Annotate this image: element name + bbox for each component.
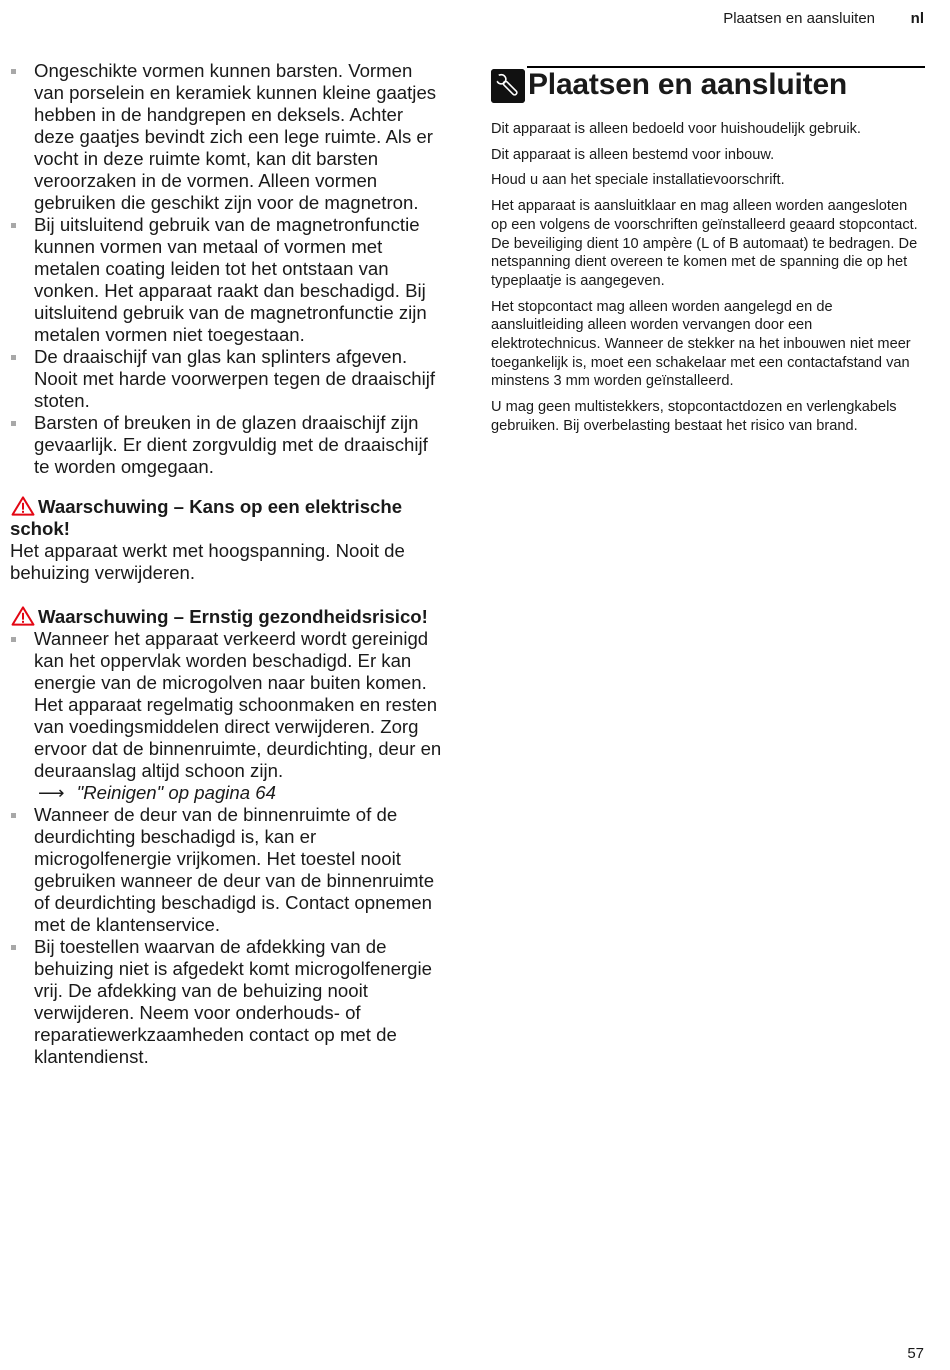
square-bullet-icon xyxy=(11,637,16,642)
square-bullet-icon xyxy=(11,945,16,950)
list-item: Wanneer de deur van de binnenruimte of de deurdichting beschadigd is, kan er microgolfenergie vrijkomen. Het toestel nooit gebruiken wanneer de deur van de binnenruimte of deurdichting beschadigd is. Contact opnemen met de klantenservice. xyxy=(10,804,442,936)
left-column xyxy=(10,60,442,1068)
wrench-icon xyxy=(491,69,525,103)
warning-triangle-icon xyxy=(10,496,36,516)
paragraph: Het apparaat is aansluitklaar en mag alleen worden aangesloten op een volgens de voorschriften geïnstalleerd geaard stopcontact. De beveiliging dient 10 ampère (L of B automaat) te bedragen. De netspanning dient overeen te komen met de spanning die op het typeplaatje is aangegeven. xyxy=(491,198,918,289)
language-code: nl xyxy=(910,10,924,27)
warning-electric-shock xyxy=(10,496,442,584)
list-item: Wanneer het apparaat verkeerd wordt gereinigd kan het oppervlak worden beschadigd. Er kan energie van de microgolven naar buiten komen. Het apparaat regelmatig schoonmaken en resten van voedingsmiddelen direct verwijderen. Zorg ervoor dat de binnenruimte, deurdichting, deur en deuraanslag altijd schoon zijn. ⟶ "Reinigen" op pagina 64 xyxy=(10,628,442,804)
warning-triangle-icon xyxy=(10,606,36,626)
paragraph: Houd u aan het speciale installatievoorschrift. xyxy=(491,172,785,189)
square-bullet-icon xyxy=(11,223,16,228)
square-bullet-icon xyxy=(11,69,16,74)
section-heading xyxy=(491,66,925,106)
section-title: Plaatsen en aansluiten xyxy=(528,68,848,101)
list-item: Ongeschikte vormen kunnen barsten. Vormen van porselein en keramiek kunnen kleine gaatjes hebben in de handgrepen en deksels. Achter deze gaatjes bevindt zich een lege ruimte. Als er vocht in deze ruimte komt, kan dit barsten veroorzaken in de vormen. Alleen vormen gebruiken die geschikt zijn voor de magnetron. xyxy=(10,60,442,214)
long-arrow-right-icon: ⟶ xyxy=(38,782,65,803)
paragraph: Dit apparaat is alleen bedoeld voor huishoudelijk gebruik. xyxy=(491,121,861,137)
warning-title: Waarschuwing – Kans op een elektrische schok! xyxy=(10,496,403,539)
page-number: 57 xyxy=(907,1345,924,1362)
list-item: De draaischijf van glas kan splinters afgeven. Nooit met harde voorwerpen tegen de draaischijf stoten. xyxy=(10,346,442,412)
warning-text: Het apparaat werkt met hoogspanning. Nooit de behuizing verwijderen. xyxy=(10,540,405,583)
list-item: Bij toestellen waarvan de afdekking van de behuizing niet is afgedekt komt microgolfenergie vrij. De afdekking van de behuizing nooit verwijderen. Neem voor onderhouds- of reparatiewerkzaamheden contact op met de klantendienst. xyxy=(10,936,442,1068)
paragraph: Dit apparaat is alleen bestemd voor inbouw. xyxy=(491,146,775,163)
square-bullet-icon xyxy=(11,355,16,360)
warning-health-risk xyxy=(10,606,442,1068)
right-column xyxy=(491,66,925,443)
square-bullet-icon xyxy=(11,813,16,818)
list-item: Barsten of breuken in de glazen draaischijf zijn gevaarlijk. Er dient zorgvuldig met de draaischijf te worden omgegaan. xyxy=(10,412,442,478)
square-bullet-icon xyxy=(11,421,16,426)
header-title: Plaatsen en aansluiten xyxy=(723,10,875,27)
page-header xyxy=(0,10,950,30)
paragraph: Het stopcontact mag alleen worden aangelegd en de aansluitleiding alleen worden vervangen door een elektrotechnicus. Wanneer de stekker na het inbouwen niet meer toegankelijk is, moet een schakelaar met een contactafstand van minstens 3 mm worden geïnstalleerd. xyxy=(491,298,911,390)
warning-title: Waarschuwing – Ernstig gezondheidsrisico! xyxy=(10,606,442,628)
warning-bullet-list xyxy=(10,628,442,1068)
cross-reference-link[interactable]: ⟶ "Reinigen" op pagina 64 xyxy=(38,782,276,803)
safety-bullet-list xyxy=(10,60,442,478)
paragraph: U mag geen multistekkers, stopcontactdozen en verlengkabels gebruiken. Bij overbelasting bestaat het risico van brand. xyxy=(491,399,897,434)
list-item: Bij uitsluitend gebruik van de magnetronfunctie kunnen vormen van metaal of vormen met metalen coating leiden tot het ontstaan van vonken. Het apparaat raakt dan beschadigd. Bij uitsluitend gebruik van de magnetronfunctie zijn metalen vormen niet toegestaan. xyxy=(10,214,442,346)
